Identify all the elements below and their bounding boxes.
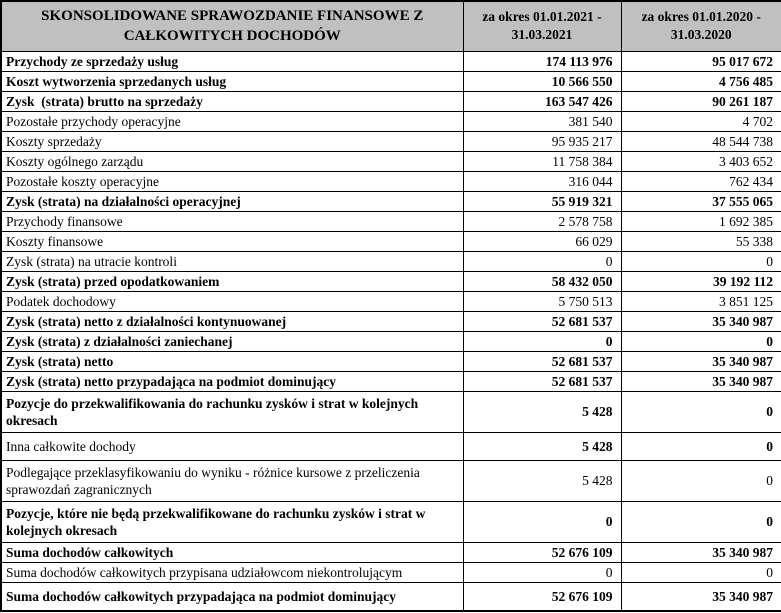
table-row xyxy=(1,151,781,171)
row-value-2021: 52 681 537 xyxy=(463,311,621,331)
row-label: Podlegające przeklasyfikowaniu do wyniku - różnice kursowe z przeliczenia sprawozdań zagranicznych xyxy=(1,460,463,501)
row-label: Koszt wytworzenia sprzedanych usług xyxy=(1,71,463,91)
table-row xyxy=(1,91,781,111)
row-value-2021: 0 xyxy=(463,501,621,542)
row-value-2020: 0 xyxy=(621,562,781,582)
row-label: Pozostałe przychody operacyjne xyxy=(1,111,463,131)
row-value-2021: 174 113 976 xyxy=(463,51,621,71)
row-value-2020: 35 340 987 xyxy=(621,351,781,371)
row-value-2021: 52 676 109 xyxy=(463,542,621,562)
row-label: Suma dochodów całkowitych przypadająca na podmiot dominujący xyxy=(1,582,463,611)
table-row xyxy=(1,231,781,251)
row-label: Zysk (strata) z działalności zaniechanej xyxy=(1,331,463,351)
period-column-2020: za okres 01.01.2020 - 31.03.2020 xyxy=(621,1,781,51)
row-value-2021: 5 428 xyxy=(463,391,621,432)
row-value-2021: 5 428 xyxy=(463,432,621,460)
table-row xyxy=(1,351,781,371)
row-label: Koszty finansowe xyxy=(1,231,463,251)
period-column-2021: za okres 01.01.2021 - 31.03.2021 xyxy=(463,1,621,51)
row-value-2020: 95 017 672 xyxy=(621,51,781,71)
table-row xyxy=(1,391,781,432)
table-row xyxy=(1,331,781,351)
row-label: Zysk (strata) brutto na sprzedaży xyxy=(1,91,463,111)
row-value-2020: 0 xyxy=(621,501,781,542)
row-label: Przychody ze sprzedaży usług xyxy=(1,51,463,71)
row-label: Zysk (strata) netto z działalności kontynuowanej xyxy=(1,311,463,331)
row-value-2021: 0 xyxy=(463,562,621,582)
row-label: Koszty sprzedaży xyxy=(1,131,463,151)
row-label: Zysk (strata) przed opodatkowaniem xyxy=(1,271,463,291)
table-row xyxy=(1,501,781,542)
row-value-2021: 52 681 537 xyxy=(463,371,621,391)
row-value-2021: 5 750 513 xyxy=(463,291,621,311)
row-value-2020: 35 340 987 xyxy=(621,371,781,391)
row-value-2021: 0 xyxy=(463,331,621,351)
row-value-2020: 0 xyxy=(621,460,781,501)
table-row xyxy=(1,271,781,291)
row-value-2021: 0 xyxy=(463,251,621,271)
row-value-2021: 316 044 xyxy=(463,171,621,191)
table-row xyxy=(1,542,781,562)
row-value-2020: 4 702 xyxy=(621,111,781,131)
row-label: Zysk (strata) netto xyxy=(1,351,463,371)
table-row xyxy=(1,311,781,331)
row-value-2021: 55 919 321 xyxy=(463,191,621,211)
row-value-2020: 39 192 112 xyxy=(621,271,781,291)
table-row xyxy=(1,71,781,91)
table-row xyxy=(1,582,781,611)
table-row xyxy=(1,251,781,271)
row-value-2020: 0 xyxy=(621,432,781,460)
table-row xyxy=(1,371,781,391)
row-value-2020: 1 692 385 xyxy=(621,211,781,231)
row-value-2020: 4 756 485 xyxy=(621,71,781,91)
row-value-2021: 52 676 109 xyxy=(463,582,621,611)
row-value-2021: 95 935 217 xyxy=(463,131,621,151)
row-label: Zysk (strata) na utracie kontroli xyxy=(1,251,463,271)
row-value-2020: 37 555 065 xyxy=(621,191,781,211)
row-value-2021: 52 681 537 xyxy=(463,351,621,371)
row-value-2021: 58 432 050 xyxy=(463,271,621,291)
row-value-2020: 55 338 xyxy=(621,231,781,251)
table-row xyxy=(1,111,781,131)
row-value-2021: 163 547 426 xyxy=(463,91,621,111)
row-label: Pozostałe koszty operacyjne xyxy=(1,171,463,191)
row-label: Zysk (strata) netto przypadająca na podmiot dominujący xyxy=(1,371,463,391)
row-value-2020: 35 340 987 xyxy=(621,582,781,611)
row-label: Pozycje do przekwalifikowania do rachunku zysków i strat w kolejnych okresach xyxy=(1,391,463,432)
table-row xyxy=(1,291,781,311)
row-value-2020: 0 xyxy=(621,391,781,432)
row-label: Przychody finansowe xyxy=(1,211,463,231)
table-row xyxy=(1,562,781,582)
row-label: Pozycje, które nie będą przekwalifikowane do rachunku zysków i strat w kolejnych okresach xyxy=(1,501,463,542)
row-label: Podatek dochodowy xyxy=(1,291,463,311)
table-row xyxy=(1,460,781,501)
row-value-2021: 2 578 758 xyxy=(463,211,621,231)
table-row xyxy=(1,211,781,231)
header-row xyxy=(1,1,781,51)
table-row xyxy=(1,171,781,191)
row-value-2021: 5 428 xyxy=(463,460,621,501)
table-row xyxy=(1,432,781,460)
row-label: Inna całkowite dochody xyxy=(1,432,463,460)
row-label: Zysk (strata) na działalności operacyjnej xyxy=(1,191,463,211)
row-value-2020: 90 261 187 xyxy=(621,91,781,111)
row-label: Suma dochodów całkowitych xyxy=(1,542,463,562)
row-value-2021: 10 566 550 xyxy=(463,71,621,91)
statement-rows xyxy=(1,51,781,611)
row-label: Koszty ogólnego zarządu xyxy=(1,151,463,171)
row-value-2021: 66 029 xyxy=(463,231,621,251)
row-value-2020: 762 434 xyxy=(621,171,781,191)
row-value-2020: 35 340 987 xyxy=(621,311,781,331)
row-value-2020: 0 xyxy=(621,251,781,271)
row-value-2020: 3 851 125 xyxy=(621,291,781,311)
table-row xyxy=(1,51,781,71)
row-value-2020: 3 403 652 xyxy=(621,151,781,171)
row-value-2020: 0 xyxy=(621,331,781,351)
table-row xyxy=(1,131,781,151)
row-value-2020: 48 544 738 xyxy=(621,131,781,151)
row-value-2021: 11 758 384 xyxy=(463,151,621,171)
table-row xyxy=(1,191,781,211)
row-value-2021: 381 540 xyxy=(463,111,621,131)
row-label: Suma dochodów całkowitych przypisana udziałowcom niekontrolującym xyxy=(1,562,463,582)
table-header xyxy=(1,1,781,51)
statement-title: SKONSOLIDOWANE SPRAWOZDANIE FINANSOWE Z CAŁKOWITYCH DOCHODÓW xyxy=(1,1,463,51)
row-value-2020: 35 340 987 xyxy=(621,542,781,562)
